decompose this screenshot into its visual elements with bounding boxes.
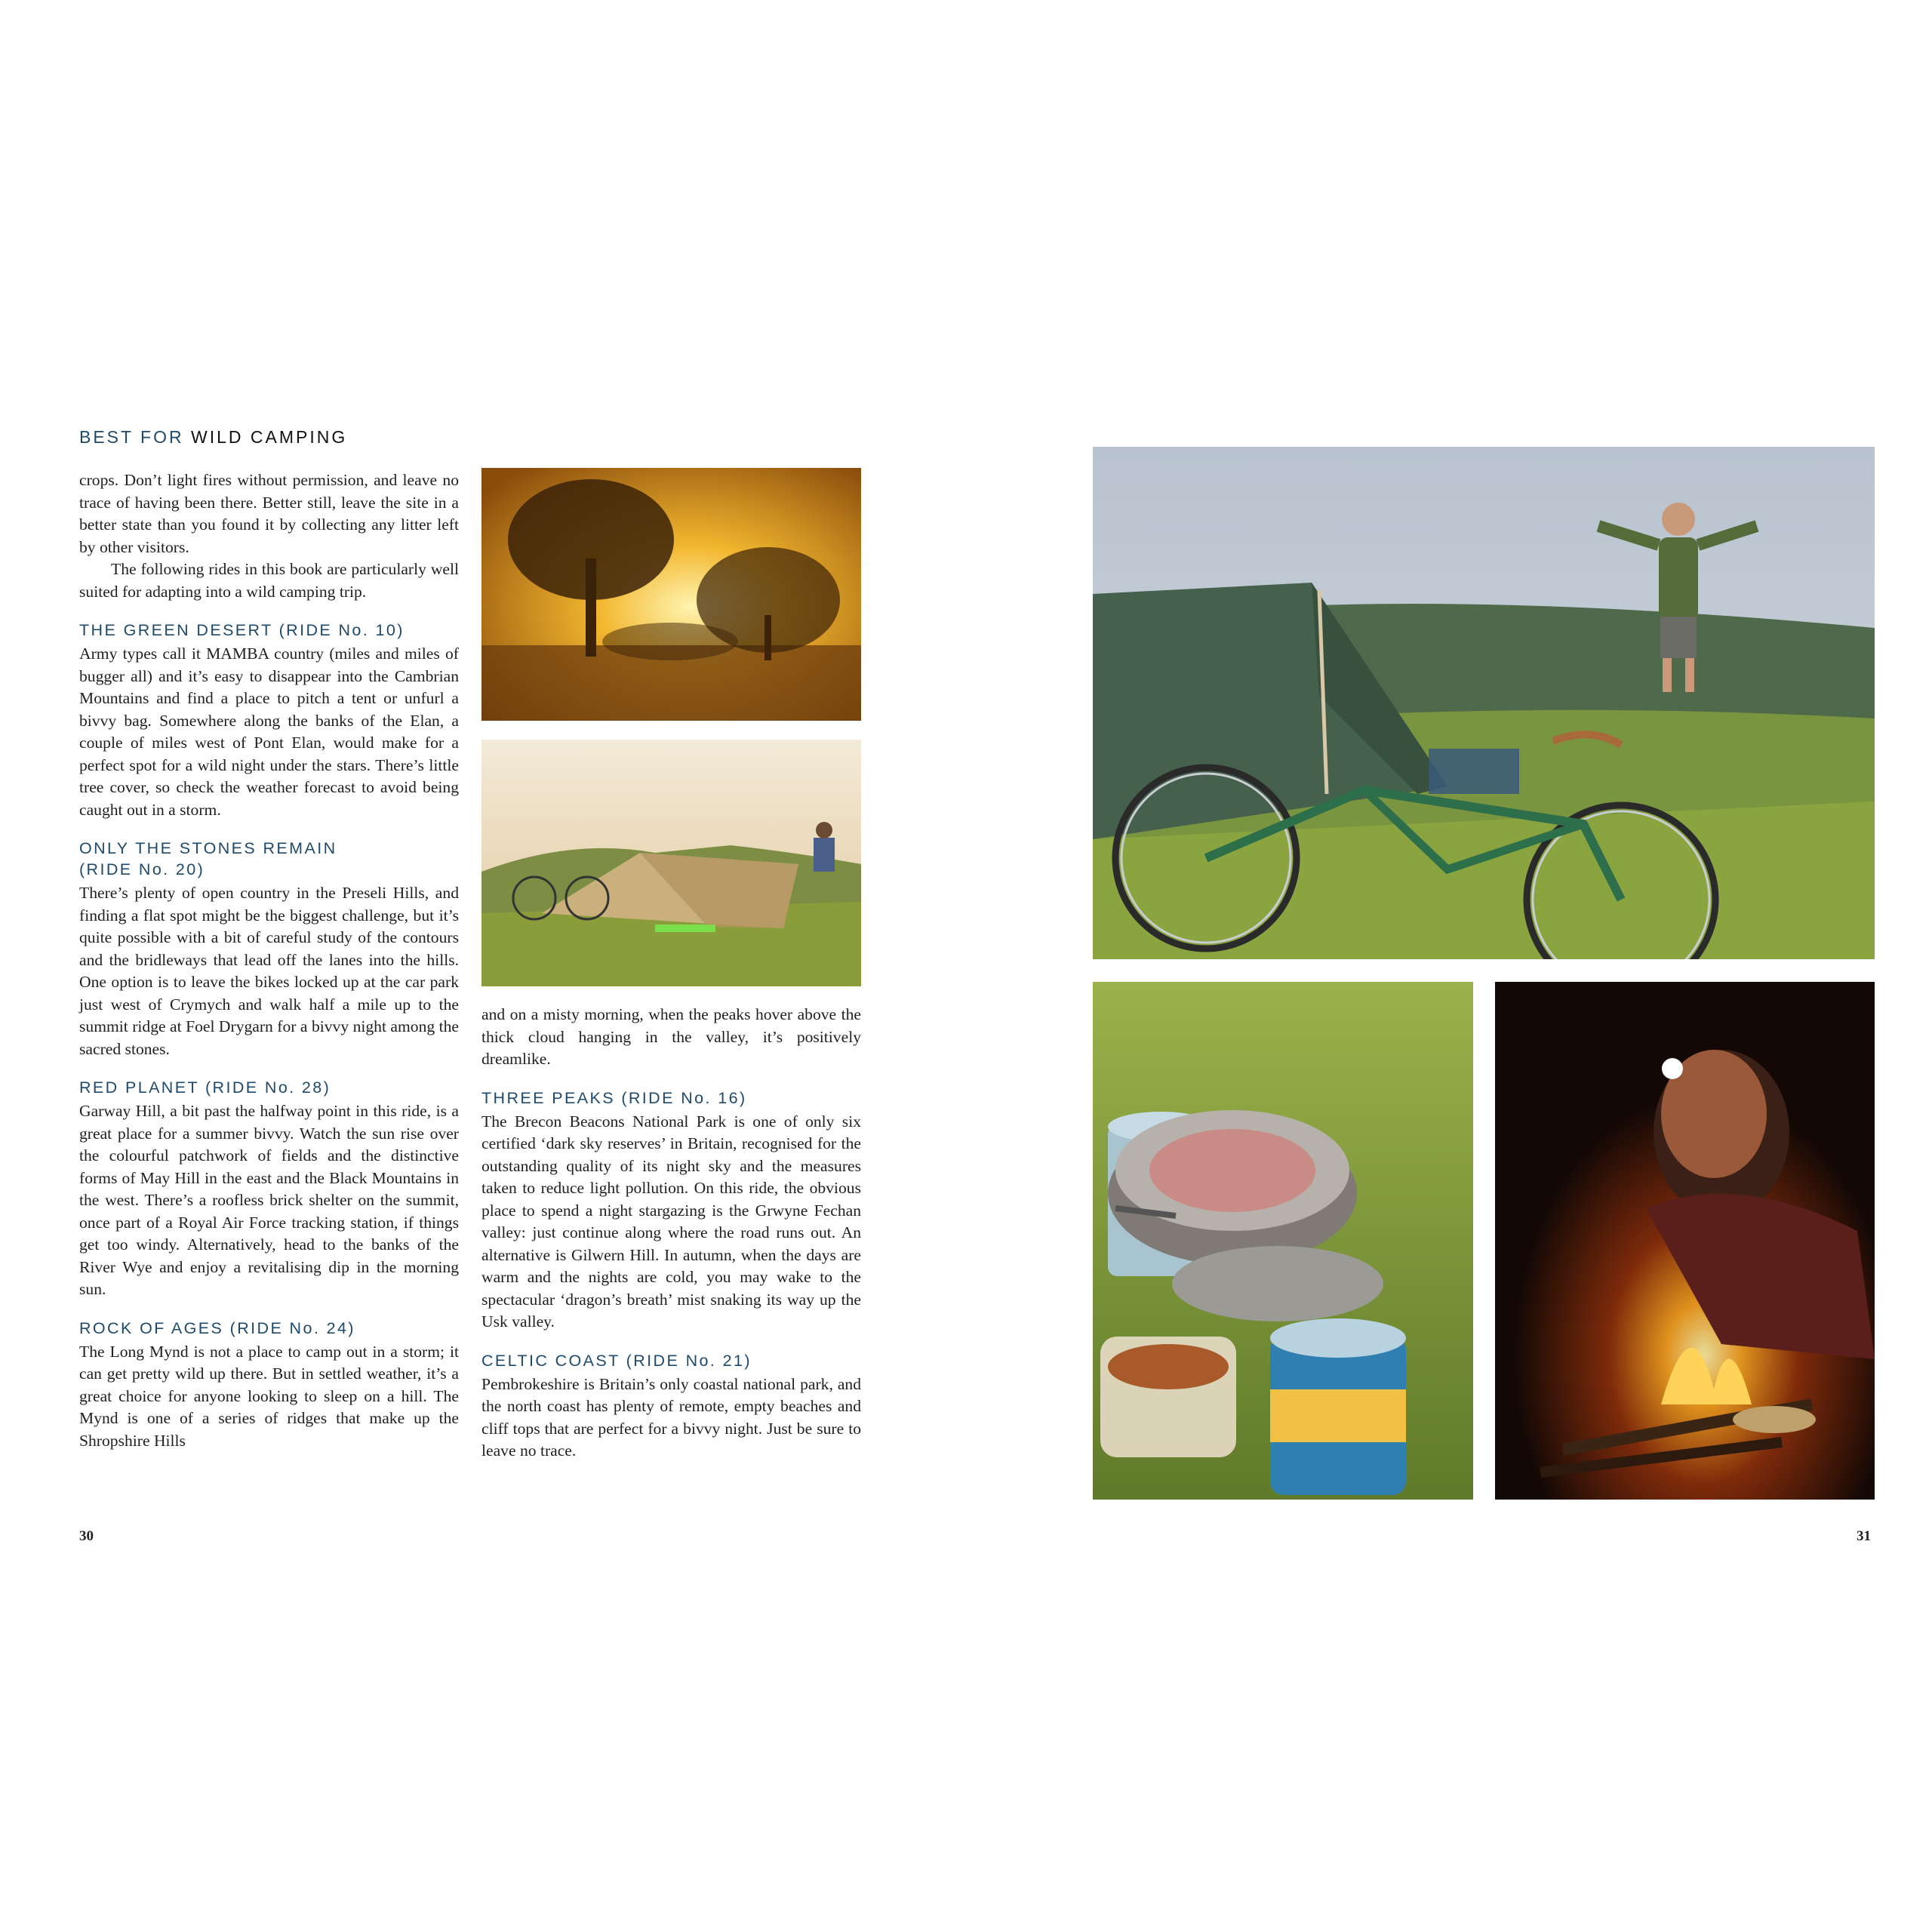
photo-sunset-tree: [481, 468, 861, 721]
section-body-rock-of-ages: The Long Mynd is not a place to camp out in a storm; it can get pretty wild up there. But in settled weather, it’s a great choice for anyone looking to sleep on a hill. The Mynd is one of a series of ridges that make up the Shropshire Hills: [79, 1342, 459, 1450]
page-number-left: 30: [79, 1528, 94, 1544]
section-heading-celtic-coast: CELTIC COAST (RIDE No. 21): [481, 1351, 752, 1370]
section-heading-rock-of-ages: ROCK OF AGES (RIDE No. 24): [79, 1318, 355, 1337]
photo-camping-stove: [1093, 982, 1473, 1500]
photo-tarp-camp: [481, 740, 861, 986]
section-body-green-desert: Army types call it MAMBA country (miles and miles of bugger all) and it’s easy to disappear into the Cambrian Mountains and find a place to pitch a tent or unfurl a bivvy bag. Somewhere along the banks of the Elan, a couple of miles west of Pont Elan, would make for a perfect spot for a wild night under the stars. There’s little tree cover, so check the weather forecast to avoid being caught out in a storm.: [79, 645, 459, 819]
page-number-right: 31: [1857, 1528, 1871, 1544]
section-heading-red-planet: RED PLANET (RIDE No. 28): [79, 1078, 331, 1097]
text-column-left: [79, 469, 459, 1452]
section-body-red-planet: Garway Hill, a bit past the halfway point in this ride, is a great place for a summer bivvy. Watch the sun rise over the colourful patchwork of fields and the distinctive forms of May Hill in the east and the Black Mountains in the west. There’s a roofless brick shelter on the summit, once part of a Royal Air Force tracking station, if things get too windy. Alternatively, head to the banks of the River Wye and enjoy a revitalising dip in the morning sun.: [79, 1102, 459, 1298]
continuation-paragraph: and on a misty morning, when the peaks hover above the thick cloud hanging in the valley, it’s positively dreamlike.: [481, 1005, 861, 1068]
section-heading-three-peaks: THREE PEAKS (RIDE No. 16): [481, 1088, 747, 1107]
intro-paragraph: crops. Don’t light fires without permission, and leave no trace of having been there. Better still, leave the site in a better state than you found it by collecting any litter left by other visitors.: [79, 471, 459, 556]
section-body-celtic-coast: Pembrokeshire is Britain’s only coastal national park, and the north coast has plenty of remote, empty beaches and cliff tops that are perfect for a bivvy night. Just be sure to leave no trace.: [481, 1374, 861, 1460]
running-head-title: WILD CAMPING: [191, 427, 348, 447]
section-body-three-peaks: The Brecon Beacons National Park is one of only six certified ‘dark sky reserves’ in Britain, recognised for the outstanding quality of its night sky and the measures taken to reduce light pollution. On this ride, the obvious place to spend a night stargazing is the Grwyne Fechan valley: just continue along where the road runs out. An alternative is Gilwern Hill. In autumn, when the days are warm and the nights are cold, you may wake to the spectacular ‘dragon’s breath’ mist snaking its way up the Usk valley.: [481, 1112, 861, 1331]
photo-campfire-headlamp: [1495, 982, 1875, 1500]
section-heading-green-desert: THE GREEN DESERT (RIDE No. 10): [79, 621, 405, 639]
photo-tent-bicycle: [1093, 447, 1875, 959]
running-head: [79, 427, 347, 448]
section-body-stones: There’s plenty of open country in the Preseli Hills, and finding a flat spot might be the biggest challenge, but it’s quite possible with a bit of careful study of the contours and the bridleways that lead off the lanes into the hills. One option is to leave the bikes locked up at the car park just west of Crymych and walk half a mile up to the summit ridge at Foel Drygarn for a bivvy night among the sacred stones.: [79, 884, 459, 1058]
intro-paragraph-2: The following rides in this book are particularly well suited for adapting into a wild camping trip.: [79, 560, 459, 601]
text-column-right: [481, 1004, 861, 1463]
running-head-prefix: BEST FOR: [79, 427, 184, 447]
section-heading-stones: ONLY THE STONES REMAIN (RIDE No. 20): [79, 839, 337, 878]
